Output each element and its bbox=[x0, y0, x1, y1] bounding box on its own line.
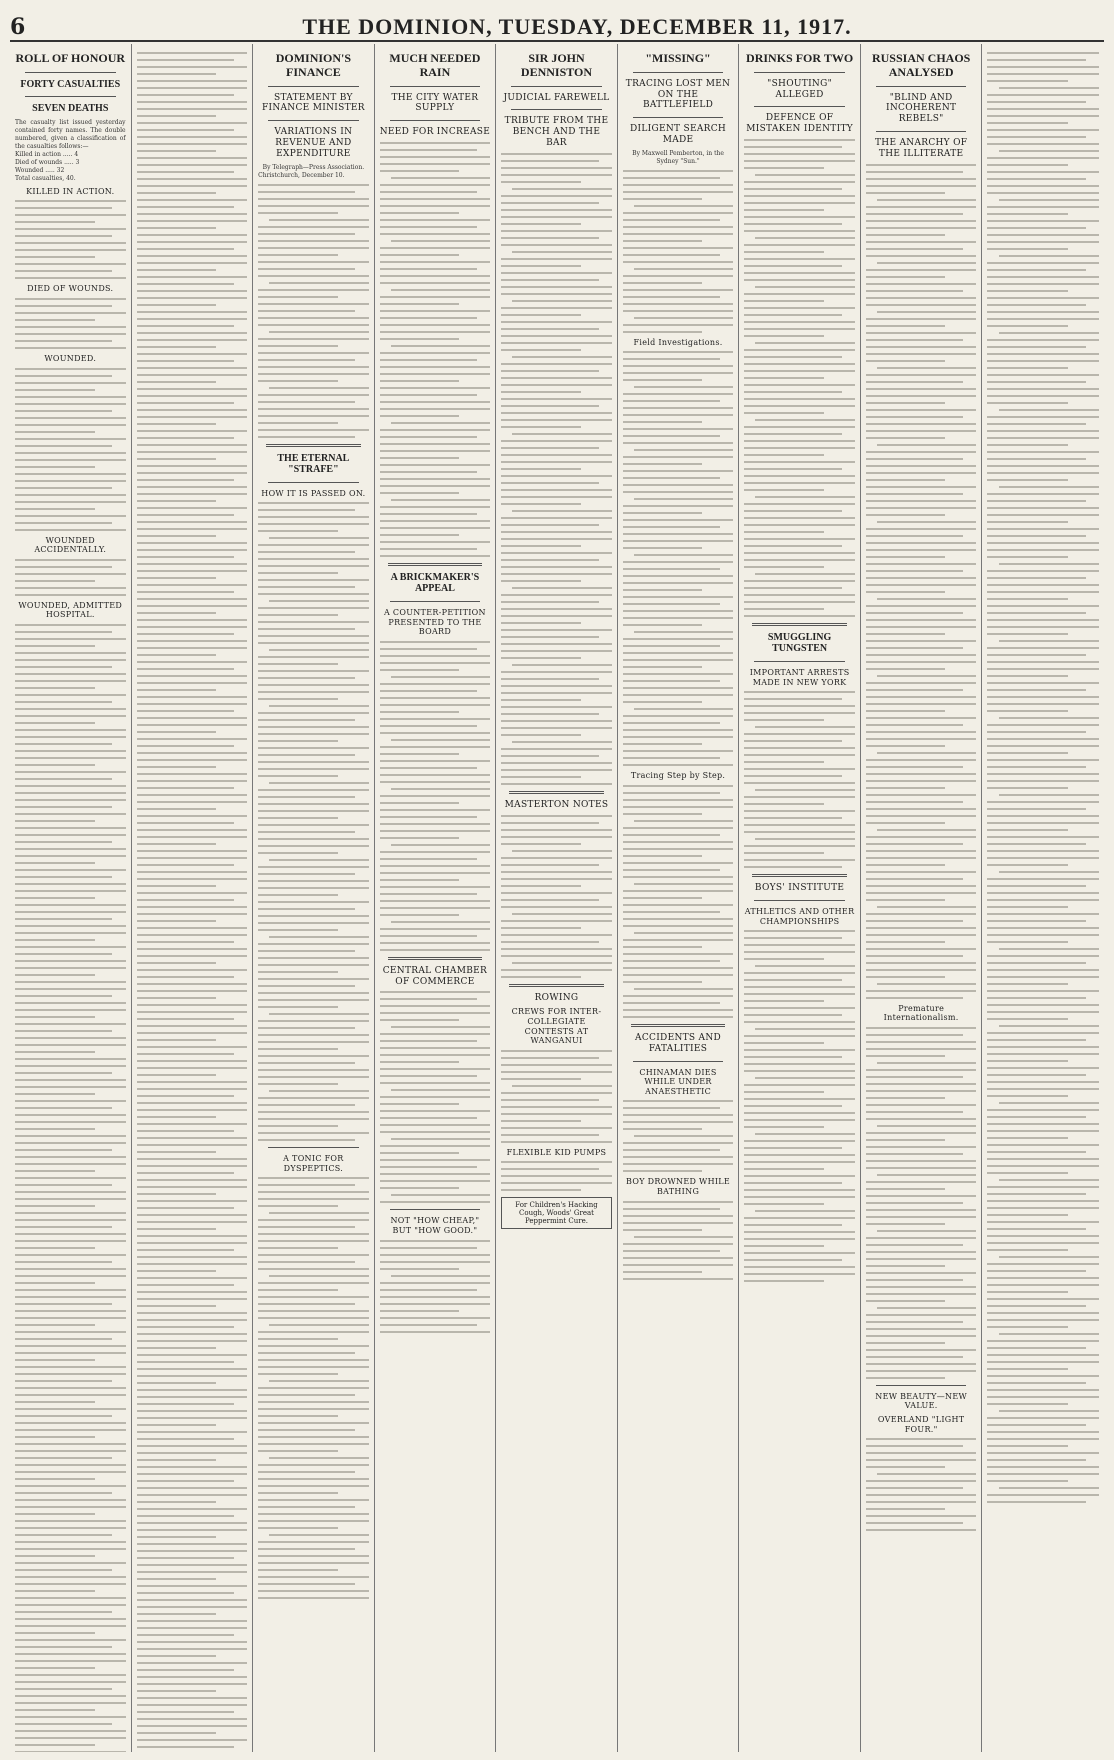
text-block bbox=[866, 1438, 977, 1531]
text-block bbox=[744, 139, 855, 617]
text-block bbox=[501, 1050, 612, 1143]
counter-petition-subhead: A COUNTER-PETITION PRESENTED TO THE BOARD bbox=[384, 607, 486, 637]
text-block bbox=[987, 52, 1099, 1503]
casualty-summary-2: Died of wounds ..... 3 bbox=[15, 158, 80, 166]
casualty-summary-3: Wounded ..... 32 bbox=[15, 166, 65, 174]
kid-pumps-subhead: FLEXIBLE KID PUMPS bbox=[506, 1147, 607, 1157]
text-block bbox=[744, 930, 855, 1282]
text-block bbox=[380, 991, 491, 1203]
tribute-subhead: TRIBUTE FROM THE BENCH AND THE BAR bbox=[504, 116, 609, 148]
text-block bbox=[15, 624, 126, 1752]
casualty-summary-1: Killed in action ..... 4 bbox=[15, 150, 79, 158]
roll-of-honour-heading: ROLL OF HONOUR bbox=[15, 51, 126, 65]
column-drinks-for-two bbox=[739, 44, 861, 1752]
died-of-wounds-subhead: DIED OF WOUNDS. bbox=[27, 284, 114, 294]
page-number: 6 bbox=[10, 14, 26, 40]
text-block bbox=[866, 164, 977, 999]
denniston-heading: SIR JOHN DENNISTON bbox=[520, 51, 593, 79]
field-investigations-subhead: Field Investigations. bbox=[633, 337, 723, 347]
text-block bbox=[380, 641, 491, 951]
newspaper-title: THE DOMINION, TUESDAY, DECEMBER 11, 1917. bbox=[302, 14, 852, 39]
text-block bbox=[15, 200, 126, 279]
how-good-subhead: NOT "HOW CHEAP," BUT "HOW GOOD." bbox=[390, 1216, 480, 1235]
wounded-subhead: WOUNDED. bbox=[44, 353, 97, 363]
column-sir-john-denniston bbox=[496, 44, 618, 1752]
overland-light-four-subhead: OVERLAND "LIGHT FOUR." bbox=[877, 1414, 965, 1434]
chinaman-anaesthetic-subhead: CHINAMAN DIES WHILE UNDER ANAESTHETIC bbox=[639, 1067, 717, 1096]
text-block bbox=[623, 170, 734, 333]
much-needed-rain-heading: MUCH NEEDED RAIN bbox=[389, 51, 481, 79]
masthead bbox=[10, 6, 1104, 42]
text-block bbox=[15, 559, 126, 596]
text-block bbox=[623, 1100, 734, 1172]
text-block bbox=[15, 368, 126, 531]
mistaken-identity-subhead: DEFENCE OF MISTAKEN IDENTITY bbox=[746, 113, 853, 135]
athletics-subhead: ATHLETICS AND OTHER CHAMPIONSHIPS bbox=[744, 906, 855, 926]
text-block bbox=[15, 298, 126, 349]
dominions-finance-heading: DOMINION'S FINANCE bbox=[275, 51, 352, 79]
casualty-intro: The casualty list issued yesterday contained forty names. The double numbered, given a classification of the casualties follows:— bbox=[15, 118, 126, 150]
text-block bbox=[623, 1201, 734, 1280]
blind-rebels-subhead: "BLIND AND INCOHERENT REBELS" bbox=[885, 92, 957, 125]
column-roll-of-honour bbox=[10, 44, 132, 1752]
brickmakers-appeal-heading: A BRICKMAKER'S APPEAL bbox=[390, 571, 480, 595]
central-chamber-heading: CENTRAL CHAMBER OF COMMERCE bbox=[382, 965, 488, 987]
russian-chaos-heading: RUSSIAN CHAOS ANALYSED bbox=[871, 51, 971, 79]
new-beauty-subhead: NEW BEAUTY—NEW VALUE. bbox=[875, 1391, 968, 1411]
text-block bbox=[623, 785, 734, 1018]
column-russian-chaos bbox=[861, 44, 983, 1752]
text-block bbox=[501, 153, 612, 785]
eternal-strafe-heading: THE ETERNAL "STRAFE" bbox=[277, 452, 350, 476]
column-russian-chaos-continued bbox=[982, 44, 1104, 1752]
casualty-summary-4: Total casualties, 40. bbox=[15, 174, 76, 182]
arrests-new-york-subhead: IMPORTANT ARRESTS MADE IN NEW YORK bbox=[749, 667, 850, 687]
masterton-notes-heading: MASTERTON NOTES bbox=[504, 799, 609, 810]
shouting-alleged-subhead: "SHOUTING" ALLEGED bbox=[767, 78, 833, 100]
diligent-search-subhead: DILIGENT SEARCH MADE bbox=[630, 124, 727, 145]
finance-minister-subhead: STATEMENT BY FINANCE MINISTER bbox=[261, 92, 365, 114]
smuggling-tungsten-heading: SMUGGLING TUNGSTEN bbox=[767, 631, 832, 655]
text-block bbox=[258, 502, 369, 1141]
column-missing bbox=[618, 44, 740, 1752]
dateline: Christchurch, December 10. bbox=[258, 171, 345, 179]
byline: By Telegraph—Press Association. bbox=[262, 163, 365, 171]
seven-deaths-heading: SEVEN DEATHS bbox=[32, 103, 109, 115]
city-water-supply-subhead: THE CITY WATER SUPPLY bbox=[391, 92, 479, 114]
text-block bbox=[501, 815, 612, 978]
inter-collegiate-subhead: CREWS FOR INTER-COLLEGIATE CONTESTS AT WANGANUI bbox=[511, 1007, 602, 1046]
text-block bbox=[744, 691, 855, 868]
need-for-increase-subhead: NEED FOR INCREASE bbox=[379, 127, 491, 138]
column-dominions-finance bbox=[253, 44, 375, 1752]
text-block bbox=[258, 1177, 369, 1599]
missing-heading: "MISSING" bbox=[645, 51, 711, 65]
anarchy-illiterate-subhead: THE ANARCHY OF THE ILLITERATE bbox=[875, 137, 968, 159]
killed-in-action-subhead: KILLED IN ACTION. bbox=[26, 186, 115, 196]
wounded-accidentally-subhead: WOUNDED ACCIDENTALLY. bbox=[34, 535, 107, 555]
tracing-step-subhead: Tracing Step by Step. bbox=[630, 771, 726, 781]
accidents-heading: ACCIDENTS AND FATALITIES bbox=[635, 1032, 722, 1054]
drinks-for-two-heading: DRINKS FOR TWO bbox=[746, 51, 854, 65]
column-casualty-list bbox=[132, 44, 254, 1752]
text-block bbox=[258, 184, 369, 438]
wounded-admitted-hospital-subhead: WOUNDED, ADMITTED HOSPITAL. bbox=[18, 600, 123, 620]
cough-cure-advert: For Children's Hacking Cough, Woods' Great Peppermint Cure. bbox=[501, 1197, 612, 1229]
text-block bbox=[380, 1240, 491, 1333]
rowing-heading: ROWING bbox=[534, 992, 579, 1003]
boy-drowned-subhead: BOY DROWNED WHILE BATHING bbox=[626, 1177, 731, 1196]
text-block bbox=[501, 1161, 612, 1191]
byline: By Maxwell Pemberton, in the Sydney "Sun." bbox=[632, 149, 724, 165]
columns bbox=[10, 44, 1104, 1752]
text-block bbox=[866, 1027, 977, 1379]
tracing-lost-men-subhead: TRACING LOST MEN ON THE BATTLEFIELD bbox=[625, 78, 731, 111]
revenue-expenditure-subhead: VARIATIONS IN REVENUE AND EXPENDITURE bbox=[274, 127, 353, 159]
forty-casualties-heading: FORTY CASUALTIES bbox=[20, 78, 121, 90]
boys-institute-heading: BOYS' INSTITUTE bbox=[754, 883, 845, 894]
column-much-needed-rain bbox=[375, 44, 497, 1752]
text-block bbox=[380, 142, 491, 557]
text-block bbox=[137, 52, 248, 1752]
text-block bbox=[623, 351, 734, 766]
tonic-dyspeptics-subhead: A TONIC FOR DYSPEPTICS. bbox=[283, 1154, 344, 1173]
passed-on-subhead: HOW IT IS PASSED ON. bbox=[261, 488, 366, 498]
judicial-farewell-subhead: JUDICIAL FAREWELL bbox=[503, 92, 610, 103]
internationalism-subhead: Premature Internationalism. bbox=[883, 1003, 959, 1023]
